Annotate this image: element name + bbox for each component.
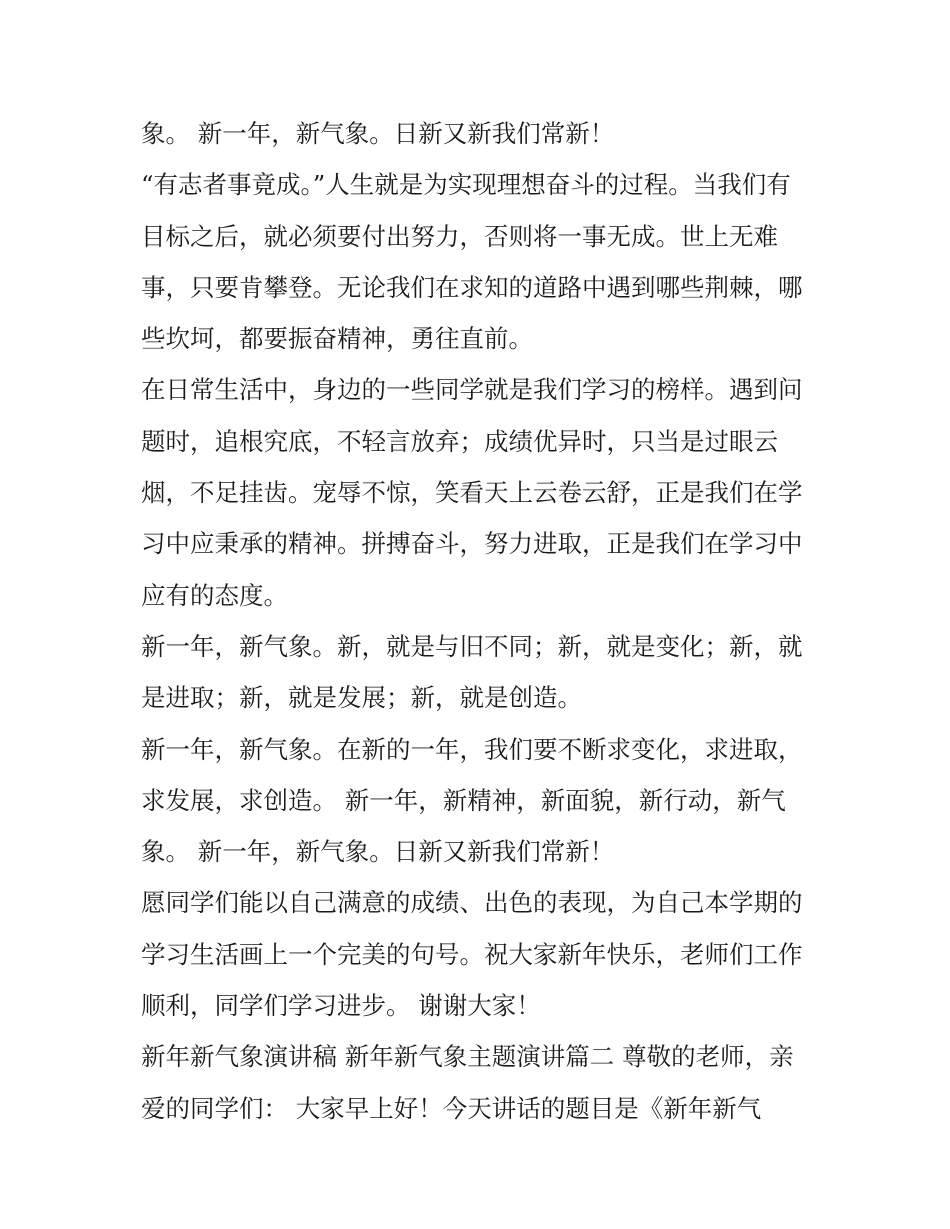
text-line: 在日常生活中，身边的一些同学就是我们学习的榜样。遇到问 (141, 375, 803, 405)
text-line: 象。 新一年，新气象。日新又新我们常新！ (141, 837, 615, 867)
body-text (141, 108, 821, 1134)
text-line: 学习生活画上一个完美的句号。祝大家新年快乐，老师们工作 (141, 939, 803, 969)
text-line: 新一年，新气象。在新的一年，我们要不断求变化，求进取， (141, 734, 803, 764)
text-line: 事，只要肯攀登。无论我们在求知的道路中遇到哪些荆棘，哪 (141, 272, 803, 302)
text-line: 应有的态度。 (141, 580, 288, 610)
text-line: 愿同学们能以自己满意的成绩、出色的表现，为自己本学期的 (141, 888, 803, 918)
text-line: 新年新气象演讲稿 新年新气象主题演讲篇二 尊敬的老师，亲 (141, 1042, 794, 1072)
text-line: 新一年，新气象。新，就是与旧不同；新，就是变化；新，就 (141, 631, 803, 661)
text-line: 目标之后，就必须要付出努力，否则将一事无成。世上无难 (141, 221, 778, 251)
text-line: 爱的同学们： 大家早上好！今天讲话的题目是《新年新气 (141, 1093, 762, 1123)
text-line: 习中应秉承的精神。拼搏奋斗，努力进取，正是我们在学习中 (141, 529, 803, 559)
text-line: 题时，追根究底，不轻言放弃；成绩优异时，只当是过眼云 (141, 426, 778, 456)
text-line: 些坎坷，都要振奋精神，勇往直前。 (141, 324, 533, 354)
text-line: 是进取；新，就是发展；新，就是创造。 (141, 683, 582, 713)
text-line: 求发展，求创造。 新一年，新精神，新面貌，新行动，新气 (141, 785, 786, 815)
text-line: “有志者事竟成。”人生就是为实现理想奋斗的过程。当我们有 (141, 170, 791, 200)
text-line: 顺利，同学们学习进步。 谢谢大家！ (141, 991, 541, 1021)
text-line: 烟，不足挂齿。宠辱不惊，笑看天上云卷云舒，正是我们在学 (141, 478, 803, 508)
text-line: 象。 新一年，新气象。日新又新我们常新！ (141, 119, 615, 148)
